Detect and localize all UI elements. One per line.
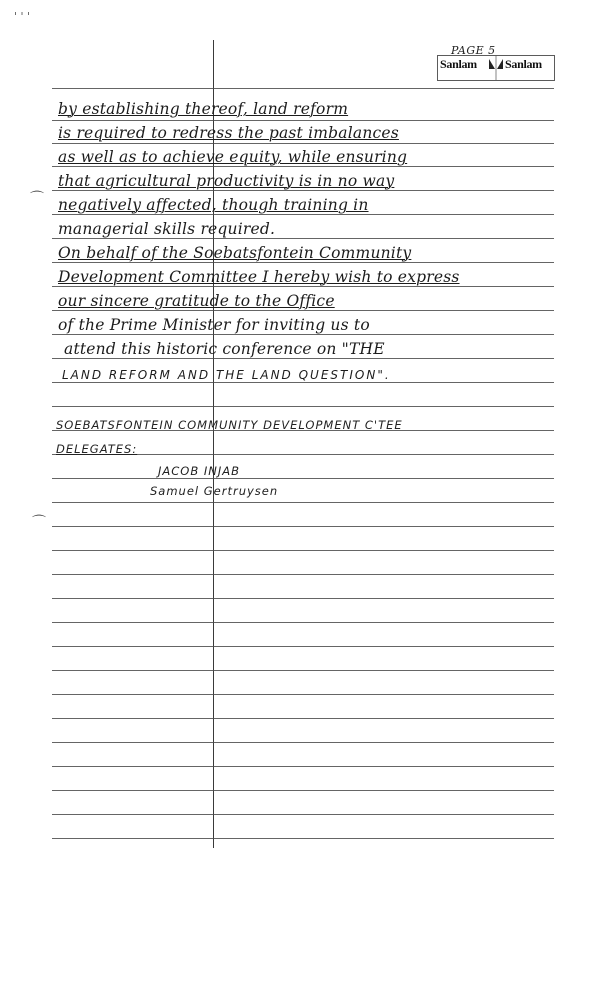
paragraph-1-line: as well as to achieve equity, while ensuring — [58, 148, 408, 166]
ruled-line — [52, 190, 554, 191]
paragraph-2-line: On behalf of the Soebatsfontein Community — [58, 244, 412, 262]
ruled-line — [52, 214, 554, 215]
delegates-label: DELEGATES: — [56, 442, 138, 456]
paragraph-1-line: that agricultural productivity is in no way — [58, 172, 395, 190]
ruled-line — [52, 646, 554, 647]
ruled-line — [52, 526, 554, 527]
paragraph-2-line: of the Prime Minister for inviting us to — [58, 316, 370, 334]
ruled-line — [52, 310, 554, 311]
ruled-line — [52, 790, 554, 791]
ruled-line — [52, 814, 554, 815]
ruled-line — [52, 334, 554, 335]
ruled-line — [52, 502, 554, 503]
ruled-line — [52, 574, 554, 575]
ruled-line — [52, 120, 554, 121]
ruled-line — [52, 143, 554, 144]
ruled-line — [52, 262, 554, 263]
ruled-line — [52, 88, 554, 89]
paragraph-2-line: attend this historic conference on "THE — [64, 340, 385, 358]
ruled-line — [52, 838, 554, 839]
ruled-line — [52, 166, 554, 167]
ruled-line — [52, 382, 554, 383]
sanlam-logo — [437, 55, 555, 81]
ruled-line — [52, 766, 554, 767]
ruled-line — [52, 670, 554, 671]
paragraph-1-line: is required to redress the past imbalances — [58, 124, 399, 142]
ruled-line — [52, 286, 554, 287]
ruled-line — [52, 478, 554, 479]
paragraph-1-line: by establishing thereof, land reform — [58, 100, 349, 118]
corner-mark: ' ' ' — [14, 10, 31, 23]
paragraph-2-line: our sincere gratitude to the Office — [58, 292, 335, 310]
page-number-mark: PAGE 5 — [451, 44, 496, 57]
ruled-line — [52, 622, 554, 623]
ruled-line — [52, 550, 554, 551]
ruled-line — [52, 694, 554, 695]
margin-hole-mark: ⌒ — [30, 191, 44, 207]
margin-hole-mark: ⌒ — [32, 515, 46, 531]
delegate-signature: JACOB INJAB — [158, 464, 241, 478]
paragraph-1-line: negatively affected, though training in — [58, 196, 369, 214]
paragraph-2-line: Development Committee I hereby wish to express — [58, 268, 460, 286]
ruled-line — [52, 238, 554, 239]
paragraph-1-line: managerial skills required. — [58, 220, 276, 238]
ruled-line — [52, 718, 554, 719]
ruled-line — [52, 598, 554, 599]
delegate-signature: Samuel Gertruysen — [150, 484, 279, 498]
ruled-line — [52, 742, 554, 743]
paragraph-2-line: LAND REFORM AND THE LAND QUESTION". — [62, 368, 391, 382]
logo-text-right: Sanlam — [505, 57, 542, 71]
organisation-name: SOEBATSFONTEIN COMMUNITY DEVELOPMENT C'TEE — [56, 418, 403, 432]
ruled-line — [52, 358, 554, 359]
logo-text-left: Sanlam — [440, 57, 477, 71]
ruled-line — [52, 406, 554, 407]
